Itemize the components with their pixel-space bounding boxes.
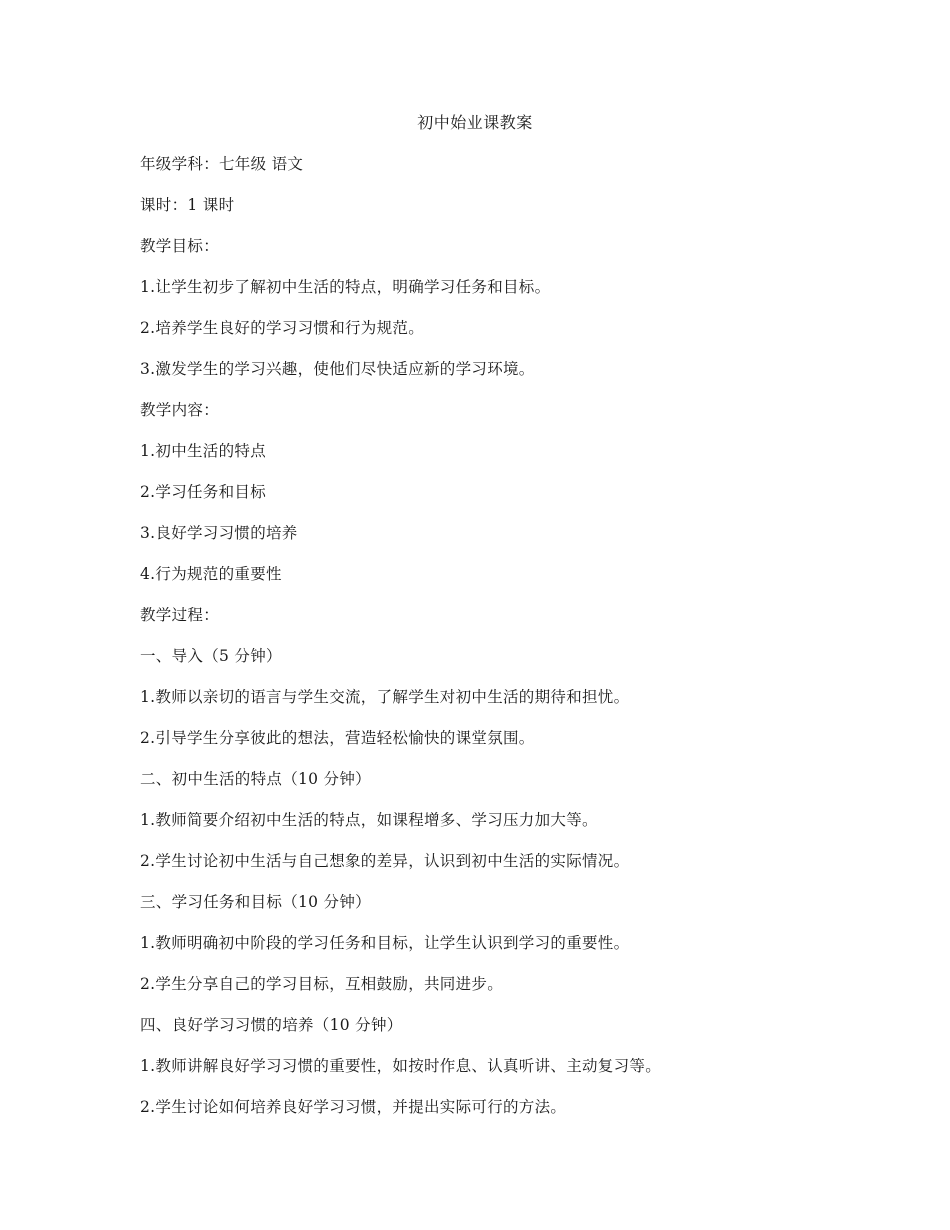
content-item: 2.学习任务和目标 [140,483,266,501]
objective-item: 1.让学生初步了解初中生活的特点，明确学习任务和目标。 [140,278,551,296]
objective-item: 3.激发学生的学习兴趣，使他们尽快适应新的学习环境。 [140,360,535,378]
process-step-item: 2.学生分享自己的学习目标，互相鼓励，共同进步。 [140,975,503,993]
process-step-item: 2.学生讨论初中生活与自己想象的差异，认识到初中生活的实际情况。 [140,852,630,870]
content-item: 1.初中生活的特点 [140,442,266,460]
process-step-item: 1.教师简要介绍初中生活的特点，如课程增多、学习压力加大等。 [140,811,598,829]
process-step-heading: 二、初中生活的特点（10 分钟） [140,770,371,788]
process-step-item: 1.教师以亲切的语言与学生交流，了解学生对初中生活的期待和担忧。 [140,688,630,706]
process-step-item: 2.引导学生分享彼此的想法，营造轻松愉快的课堂氛围。 [140,729,535,747]
section-heading-objectives: 教学目标： [140,237,220,255]
process-step-item: 1.教师讲解良好学习习惯的重要性，如按时作息、认真听讲、主动复习等。 [140,1057,661,1075]
process-step-heading: 一、导入（5 分钟） [140,647,282,665]
content-item: 3.良好学习习惯的培养 [140,524,298,542]
process-step-item: 1.教师明确初中阶段的学习任务和目标，让学生认识到学习的重要性。 [140,934,630,952]
section-heading-process: 教学过程： [140,606,220,624]
objective-item: 2.培养学生良好的学习习惯和行为规范。 [140,319,424,337]
section-heading-content: 教学内容： [140,401,220,419]
info-grade-subject: 年级学科：七年级 语文 [140,155,304,173]
content-item: 4.行为规范的重要性 [140,565,282,583]
document-title: 初中始业课教案 [417,113,533,132]
document-body [140,153,860,1137]
info-class-hours: 课时：1 课时 [140,196,235,214]
process-step-heading: 三、学习任务和目标（10 分钟） [140,893,371,911]
process-step-item: 2.学生讨论如何培养良好学习习惯，并提出实际可行的方法。 [140,1098,567,1116]
process-step-heading: 四、良好学习习惯的培养（10 分钟） [140,1016,403,1034]
